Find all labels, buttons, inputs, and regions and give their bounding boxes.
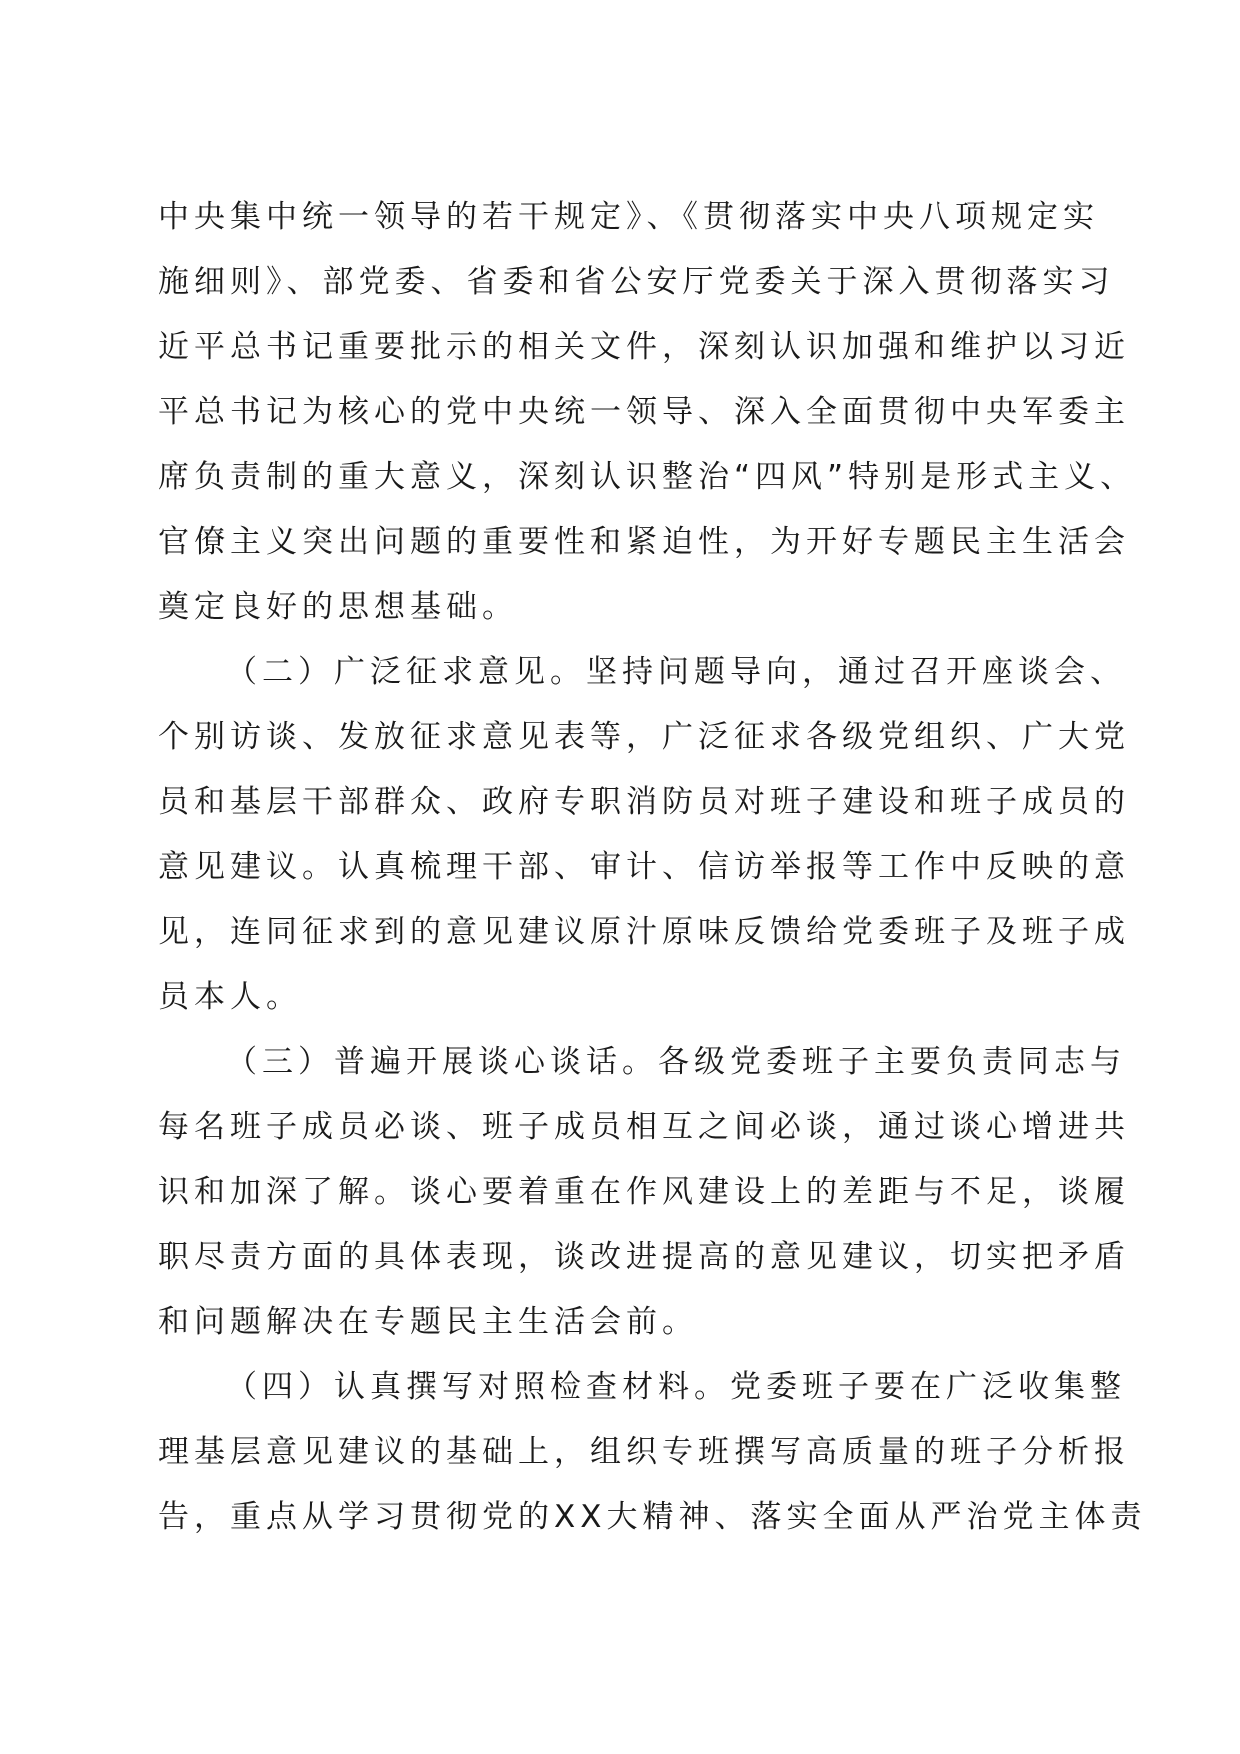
paragraph-line: （二）广泛征求意见。坚持问题导向，通过召开座谈会、: [226, 654, 1126, 690]
paragraph-line: 员本人。: [158, 979, 302, 1015]
paragraph-line: 施细则》、部党委、省委和省公安厅党委关于深入贯彻落实习: [158, 264, 1115, 300]
paragraph-line: 中央集中统一领导的若干规定》、《贯彻落实中央八项规定实: [158, 199, 1099, 235]
paragraph-2: [158, 640, 1130, 1030]
paragraph-line: 职尽责方面的具体表现，谈改进提高的意见建议，切实把矛盾: [158, 1239, 1130, 1275]
paragraph-line: 奠定良好的思想基础。: [158, 589, 518, 625]
paragraph-line: 和问题解决在专题民主生活会前。: [158, 1304, 698, 1340]
paragraph-3: [158, 1030, 1130, 1355]
paragraph-1: [158, 185, 1137, 640]
paragraph-line: 平总书记为核心的党中央统一领导、深入全面贯彻中央军委主: [158, 394, 1130, 430]
paragraph-line: 员和基层干部群众、政府专职消防员对班子建设和班子成员的: [158, 784, 1130, 820]
paragraph-line: 告，重点从学习贯彻党的XX大精神、落实全面从严治党主体责: [158, 1499, 1147, 1535]
paragraph-line: 席负责制的重大意义，深刻认识整治“四风”特别是形式主义、: [158, 459, 1137, 495]
paragraph-4: [158, 1355, 1147, 1550]
document-body: [158, 185, 1147, 1550]
paragraph-line: 个别访谈、发放征求意见表等，广泛征求各级党组织、广大党: [158, 719, 1130, 755]
paragraph-line: 每名班子成员必谈、班子成员相互之间必谈，通过谈心增进共: [158, 1109, 1130, 1145]
paragraph-line: 识和加深了解。谈心要着重在作风建设上的差距与不足，谈履: [158, 1174, 1130, 1210]
paragraph-line: 理基层意见建议的基础上，组织专班撰写高质量的班子分析报: [158, 1434, 1130, 1470]
paragraph-line: 意见建议。认真梳理干部、审计、信访举报等工作中反映的意: [158, 849, 1130, 885]
paragraph-line: （三）普遍开展谈心谈话。各级党委班子主要负责同志与: [226, 1044, 1126, 1080]
paragraph-line: 近平总书记重要批示的相关文件，深刻认识加强和维护以习近: [158, 329, 1130, 365]
paragraph-line: （四）认真撰写对照检查材料。党委班子要在广泛收集整: [226, 1369, 1126, 1405]
paragraph-line: 见，连同征求到的意见建议原汁原味反馈给党委班子及班子成: [158, 914, 1130, 950]
paragraph-line: 官僚主义突出问题的重要性和紧迫性，为开好专题民主生活会: [158, 524, 1130, 560]
